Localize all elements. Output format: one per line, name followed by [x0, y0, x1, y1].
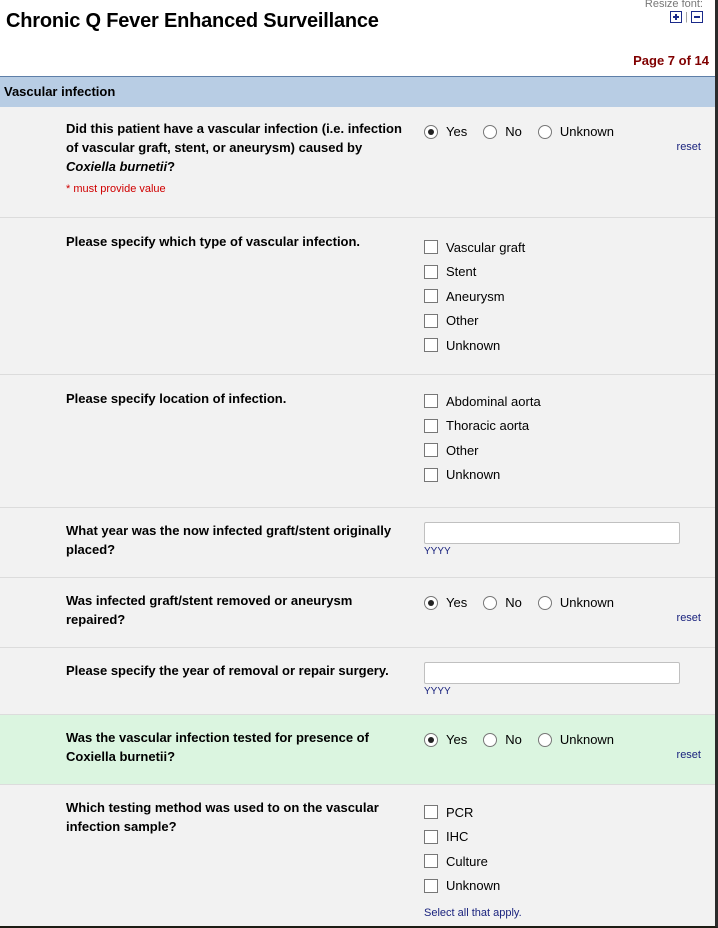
checkbox-label: Culture — [446, 853, 488, 869]
format-hint: YYYY — [424, 686, 451, 697]
checkbox-label: Stent — [446, 264, 477, 280]
checkbox-pcr[interactable] — [424, 800, 500, 825]
checkbox-icon[interactable] — [424, 468, 438, 482]
radio-label: Unknown — [559, 124, 615, 139]
checkbox-stent[interactable] — [424, 260, 525, 285]
checkbox-label: Vascular graft — [446, 239, 526, 255]
checkbox-icon[interactable] — [424, 338, 438, 352]
radio-unchecked-icon[interactable] — [538, 596, 552, 610]
radio-label: No — [505, 124, 522, 139]
checkbox-label: PCR — [446, 804, 474, 820]
checkbox-label: Unknown — [446, 878, 501, 894]
question-label — [66, 119, 411, 199]
section-header: Vascular infection — [0, 77, 715, 107]
question-row-infection-location — [0, 375, 715, 508]
checkbox-label: Other — [446, 313, 479, 329]
year-placed-input[interactable] — [424, 522, 680, 544]
question-label: Please specify which type of vascular infection. — [66, 234, 361, 249]
question-text: Did this patient have a vascular infection (i.e. infection of vascular graft, stent, or aneurysm) caused by — [66, 121, 402, 155]
checkbox-label: IHC — [446, 829, 469, 845]
checkbox-aneurysm[interactable] — [424, 284, 525, 309]
radio-group — [424, 732, 630, 747]
radio-group — [424, 595, 630, 610]
question-row-testing-method — [0, 785, 715, 928]
checkbox-icon[interactable] — [424, 830, 438, 844]
question-label: Was the vascular infection tested for presence of Coxiella burnetii? — [66, 730, 369, 764]
checkbox-ihc[interactable] — [424, 825, 500, 850]
checkbox-unknown[interactable] — [424, 874, 500, 899]
question-row-year-placed — [0, 508, 715, 578]
question-row-tested-presence — [0, 715, 715, 785]
select-all-note: Select all that apply. — [424, 907, 522, 919]
page-title: Chronic Q Fever Enhanced Surveillance — [6, 10, 379, 32]
question-text-italic: Coxiella burnetii — [66, 159, 168, 174]
radio-unknown[interactable] — [538, 124, 614, 139]
checkbox-thoracic-aorta[interactable] — [424, 414, 541, 439]
checkbox-label: Thoracic aorta — [446, 418, 530, 434]
radio-label: Unknown — [559, 595, 615, 610]
checkbox-unknown[interactable] — [424, 463, 541, 488]
resize-separator: | — [685, 11, 688, 23]
checkbox-group — [424, 389, 541, 487]
radio-label: Yes — [446, 124, 468, 139]
checkbox-icon[interactable] — [424, 240, 438, 254]
radio-unchecked-icon[interactable] — [483, 596, 497, 610]
radio-label: Yes — [446, 595, 468, 610]
radio-unchecked-icon[interactable] — [483, 733, 497, 747]
checkbox-icon[interactable] — [424, 289, 438, 303]
checkbox-abdominal-aorta[interactable] — [424, 389, 541, 414]
checkbox-label: Abdominal aorta — [446, 393, 541, 409]
checkbox-unknown[interactable] — [424, 333, 525, 358]
radio-checked-icon[interactable] — [424, 125, 438, 139]
checkbox-label: Other — [446, 442, 479, 458]
increase-font-icon[interactable] — [670, 11, 682, 23]
radio-no[interactable] — [483, 595, 522, 610]
radio-no[interactable] — [483, 732, 522, 747]
resize-font-control — [645, 0, 703, 23]
checkbox-vascular-graft[interactable] — [424, 235, 525, 260]
page-indicator: Page 7 of 14 — [633, 53, 709, 68]
radio-unchecked-icon[interactable] — [483, 125, 497, 139]
radio-no[interactable] — [483, 124, 522, 139]
radio-unchecked-icon[interactable] — [538, 125, 552, 139]
decrease-font-icon[interactable] — [691, 11, 703, 23]
checkbox-icon[interactable] — [424, 394, 438, 408]
radio-yes[interactable] — [424, 732, 467, 747]
checkbox-other[interactable] — [424, 438, 541, 463]
question-text-end: ? — [167, 159, 176, 174]
page-header — [0, 0, 715, 77]
checkbox-label: Unknown — [446, 467, 501, 483]
radio-checked-icon[interactable] — [424, 733, 438, 747]
reset-link[interactable]: reset — [676, 141, 701, 153]
question-row-year-removal — [0, 648, 715, 715]
checkbox-other[interactable] — [424, 309, 525, 334]
question-label: What year was the now infected graft/stent originally placed? — [66, 523, 392, 557]
checkbox-icon[interactable] — [424, 419, 438, 433]
question-label: Please specify location of infection. — [66, 391, 287, 406]
format-hint: YYYY — [424, 546, 451, 557]
checkbox-label: Unknown — [446, 337, 501, 353]
checkbox-icon[interactable] — [424, 805, 438, 819]
radio-unchecked-icon[interactable] — [538, 733, 552, 747]
year-removal-input[interactable] — [424, 662, 680, 684]
question-row-vascular-infection — [0, 107, 715, 218]
checkbox-icon[interactable] — [424, 854, 438, 868]
radio-label: Yes — [446, 732, 468, 747]
radio-label: No — [505, 595, 522, 610]
question-row-removed-repaired — [0, 578, 715, 648]
question-row-infection-type — [0, 218, 715, 375]
radio-yes[interactable] — [424, 124, 467, 139]
checkbox-group — [424, 235, 525, 358]
radio-yes[interactable] — [424, 595, 467, 610]
checkbox-icon[interactable] — [424, 443, 438, 457]
question-label: Which testing method was used to on the vascular infection sample? — [66, 800, 379, 834]
checkbox-label: Aneurysm — [446, 288, 505, 304]
radio-unknown[interactable] — [538, 595, 614, 610]
reset-link[interactable]: reset — [676, 749, 701, 761]
resize-font-label: Resize font: — [644, 0, 703, 10]
reset-link[interactable]: reset — [676, 612, 701, 624]
radio-group — [424, 124, 630, 139]
checkbox-culture[interactable] — [424, 849, 500, 874]
question-label: Was infected graft/stent removed or aneurysm repaired? — [66, 593, 353, 627]
radio-label: No — [505, 732, 522, 747]
radio-checked-icon[interactable] — [424, 596, 438, 610]
radio-label: Unknown — [559, 732, 615, 747]
checkbox-group — [424, 800, 500, 898]
checkbox-icon[interactable] — [424, 879, 438, 893]
checkbox-icon[interactable] — [424, 265, 438, 279]
required-note: * must provide value — [66, 183, 166, 195]
radio-unknown[interactable] — [538, 732, 614, 747]
question-label: Please specify the year of removal or repair surgery. — [66, 663, 389, 678]
checkbox-icon[interactable] — [424, 314, 438, 328]
